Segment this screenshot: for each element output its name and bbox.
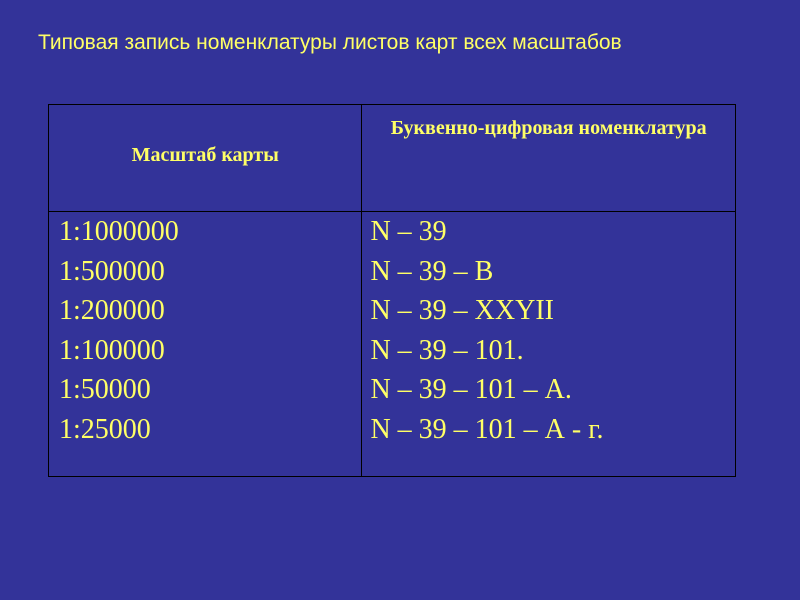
table-row: [49, 212, 736, 477]
scale-value: 1:25000: [59, 413, 151, 445]
slide-title: Типовая запись номенклатуры листов карт всех масштабов: [38, 31, 622, 54]
table-header-row: [49, 105, 736, 212]
nomenclature-value: N – 39 – XXYII: [370, 295, 554, 326]
nomenclature-value: N – 39 – 101 – А - г.: [370, 413, 604, 445]
nomenclature-value: N – 39: [370, 216, 447, 247]
nomenclature-value: N – 39 – В: [370, 255, 494, 287]
nomenclature-cell: [362, 212, 736, 477]
scales-cell: [49, 212, 362, 477]
nomenclature-value: N – 39 – 101 – А.: [370, 374, 572, 405]
scale-value: 1:500000: [59, 255, 165, 287]
scale-value: 1:50000: [59, 374, 151, 405]
header-scale: Масштаб карты: [49, 105, 362, 212]
header-nomenclature: Буквенно-цифровая номенклатура: [362, 105, 736, 212]
scale-value: 1:1000000: [59, 216, 179, 247]
scale-value: 1:200000: [59, 295, 165, 326]
nomenclature-table: [48, 104, 736, 477]
scale-value: 1:100000: [59, 334, 165, 366]
nomenclature-value: N – 39 – 101.: [370, 334, 524, 366]
